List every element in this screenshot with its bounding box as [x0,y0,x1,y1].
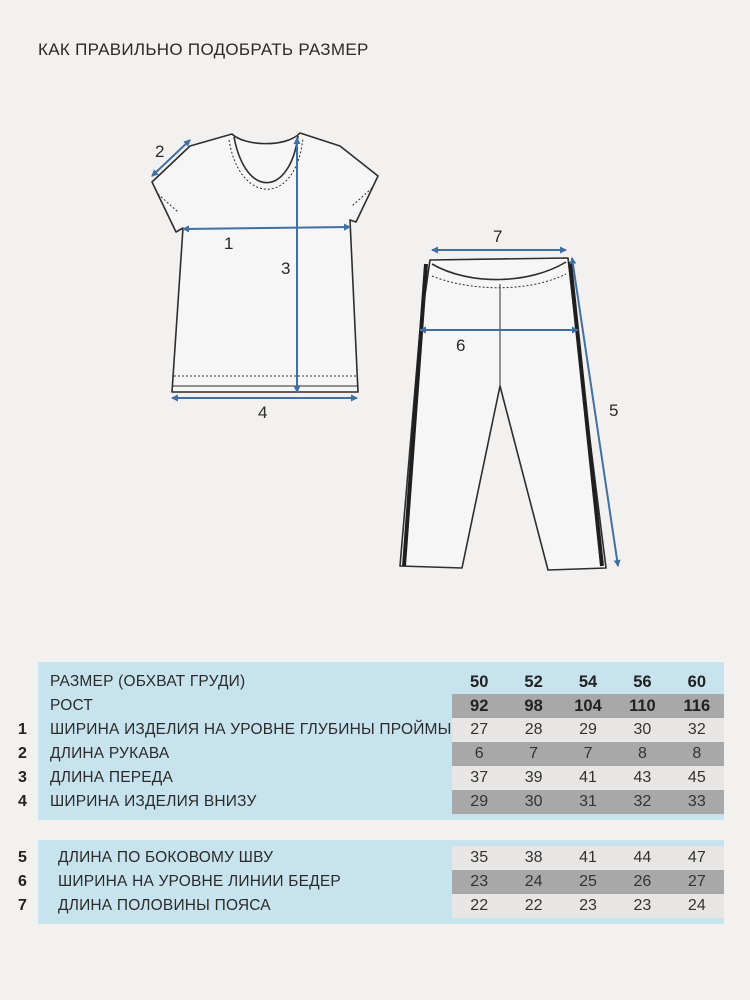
row-values [452,694,724,718]
row-number-4: 4 [18,793,27,810]
cell: 116 [683,697,711,715]
dim-label-5: 5 [609,401,619,420]
size-table-tshirt [38,662,724,820]
pants-drawing [400,258,606,570]
row-label: РОСТ [50,697,94,714]
cell: 110 [629,697,656,715]
cell: 60 [687,673,706,691]
cell: 50 [470,673,489,691]
row-values [452,870,724,894]
cell: 37 [470,769,489,786]
cell: 26 [633,873,652,890]
row-values [452,846,724,870]
row-values [452,742,724,766]
cell: 8 [637,745,647,762]
row-number-5: 5 [18,849,27,866]
dim-label-6: 6 [456,336,466,355]
page-title: КАК ПРАВИЛЬНО ПОДОБРАТЬ РАЗМЕР [38,40,369,59]
cell: 23 [633,897,652,914]
cell: 44 [633,849,652,866]
cell: 22 [470,897,489,914]
cell: 23 [579,897,597,914]
row-number-2: 2 [18,745,27,762]
cell: 56 [633,673,652,691]
cell: 30 [633,721,652,738]
row-label: ДЛИНА ПО БОКОВОМУ ШВУ [58,849,274,866]
table-row [38,742,724,766]
cell: 23 [470,873,489,890]
cell: 8 [692,745,702,762]
cell: 25 [579,873,597,890]
cell: 41 [579,849,597,866]
row-label: ШИРИНА ИЗДЕЛИЯ НА УРОВНЕ ГЛУБИНЫ ПРОЙМЫ [50,721,452,738]
row-number-3: 3 [18,769,27,786]
row-values [452,718,724,742]
cell: 98 [524,697,543,715]
row-number-7: 7 [18,897,27,914]
dim-label-4: 4 [258,403,268,422]
cell: 27 [470,721,489,738]
row-values [452,670,724,694]
cell: 41 [579,769,597,786]
dim-label-2: 2 [155,142,165,161]
table-row-size [38,670,724,694]
cell: 28 [524,721,543,738]
row-number-6: 6 [18,873,27,890]
cell: 39 [524,769,543,786]
cell: 22 [524,897,543,914]
table-row-height [38,694,724,718]
row-label: ДЛИНА РУКАВА [50,745,170,762]
cell: 104 [574,697,602,715]
table-row [38,718,724,742]
cell: 35 [470,849,489,866]
tshirt-drawing [152,133,378,392]
table-row [38,870,724,894]
row-number-1: 1 [18,721,27,738]
cell: 24 [524,873,543,890]
cell: 29 [470,793,489,810]
row-label: ДЛИНА ПЕРЕДА [50,769,174,786]
cell: 52 [524,673,543,691]
cell: 92 [470,697,489,715]
row-values [452,790,724,814]
row-label: ШИРИНА ИЗДЕЛИЯ ВНИЗУ [50,793,257,810]
row-label: ШИРИНА НА УРОВНЕ ЛИНИИ БЕДЕР [58,873,341,890]
cell: 7 [529,745,539,762]
table-row [38,766,724,790]
cell: 7 [583,745,593,762]
cell: 54 [578,673,598,691]
cell: 31 [579,793,597,810]
table-row [38,790,724,814]
row-values [452,766,724,790]
size-table-pants [38,840,724,924]
cell: 47 [687,849,706,866]
cell: 6 [474,745,484,762]
cell: 43 [633,769,652,786]
dim-label-3: 3 [281,259,291,278]
dim-label-1: 1 [224,234,234,253]
table-row [38,894,724,918]
cell: 33 [687,793,706,810]
cell: 38 [524,849,543,866]
table-row [38,846,724,870]
row-label: ДЛИНА ПОЛОВИНЫ ПОЯСА [58,897,271,914]
cell: 30 [524,793,543,810]
dim-label-7: 7 [493,227,503,246]
cell: 27 [687,873,706,890]
row-label: РАЗМЕР (ОБХВАТ ГРУДИ) [50,673,246,690]
row-values [452,894,724,918]
cell: 32 [687,721,706,738]
cell: 24 [687,897,706,914]
cell: 45 [687,769,706,786]
cell: 32 [633,793,652,810]
cell: 29 [579,721,597,738]
